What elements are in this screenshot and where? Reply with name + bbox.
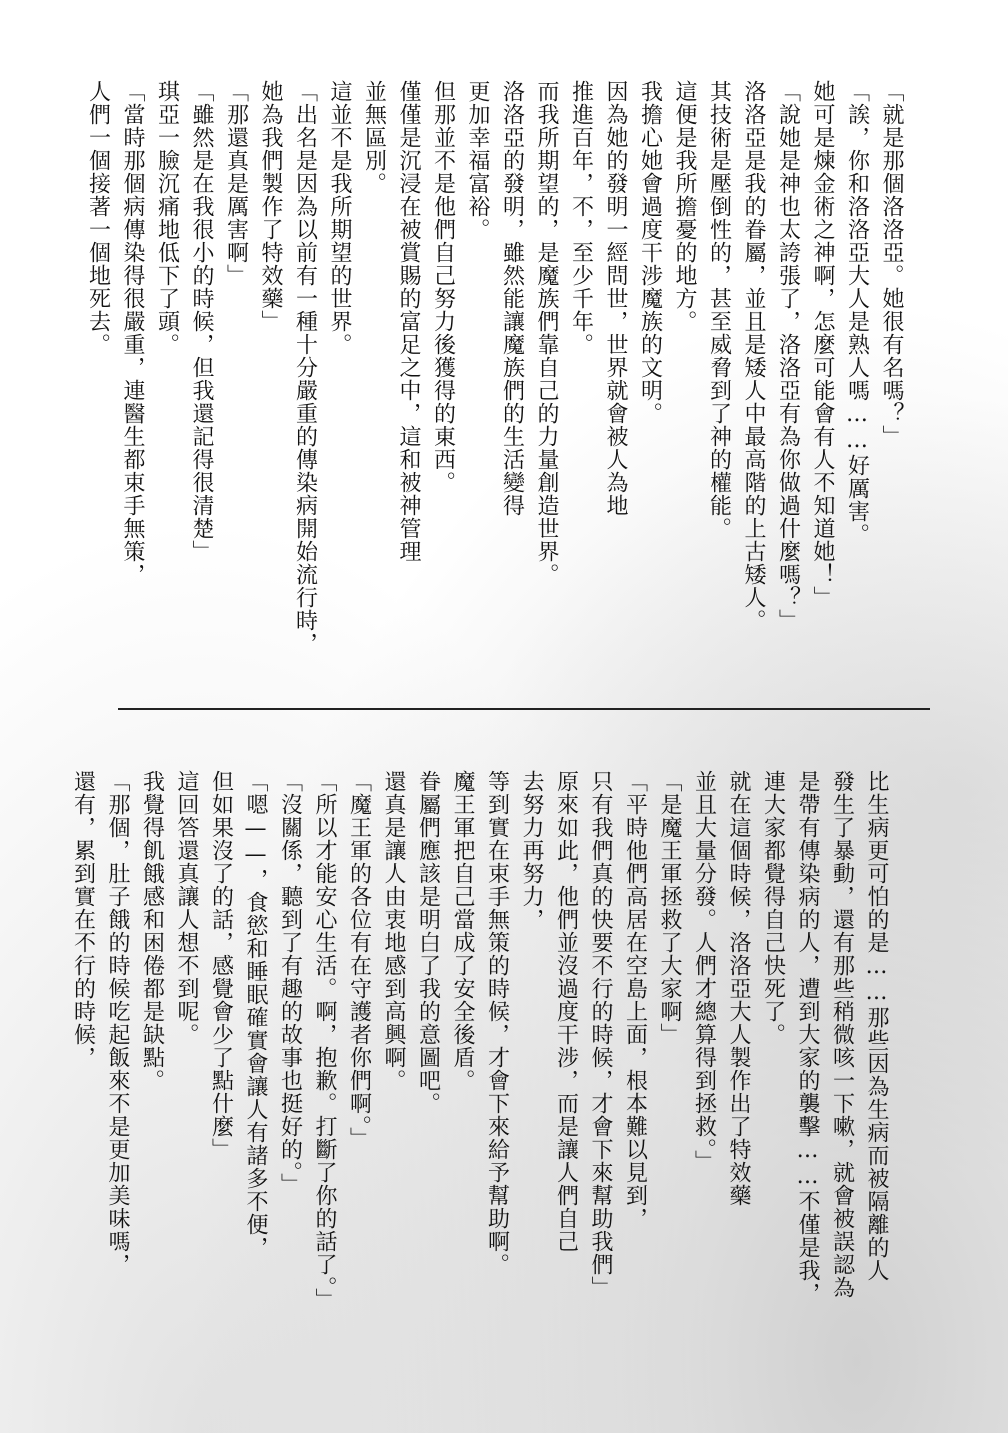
text-line: 「沒關係，聽到了有趣的故事也挺好的。」 bbox=[277, 770, 303, 1196]
text-line: 洛洛亞的發明，雖然能讓魔族們的生活變得 bbox=[499, 80, 525, 517]
text-line: 「是魔王軍拯救了大家啊」 bbox=[657, 770, 682, 1046]
text-line: 去努力再努力， bbox=[519, 770, 544, 931]
text-line: 是帶有傳染病的人，遭到大家的襲擊……不僅是我， bbox=[795, 770, 820, 1305]
text-line: 更加幸福富裕。 bbox=[465, 80, 490, 241]
upper-text-block bbox=[85, 80, 908, 690]
text-line: 發生了暴動，還有那些稍微咳一下嗽，就會被誤認為 bbox=[829, 770, 855, 1299]
section-divider bbox=[118, 708, 930, 710]
text-line: 比生病更可怕的是……那些因為生病而被隔離的人 bbox=[864, 770, 889, 1282]
text-line: 我覺得飢餓感和困倦都是缺點。 bbox=[139, 770, 165, 1092]
text-line: 人們一個接著一個地死去。 bbox=[85, 80, 111, 356]
text-line: 並且大量分發。人們才總算得到拯救。」 bbox=[691, 770, 717, 1173]
text-line: 「出名是因為以前有一種十分嚴重的傳染病開始流行時， bbox=[292, 80, 318, 655]
text-line: 眷屬們應該是明白了我的意圖吧。 bbox=[415, 770, 441, 1115]
text-line: 「誒，你和洛洛亞大人是熟人嗎……好厲害。 bbox=[844, 80, 870, 546]
text-line: 並無區別。 bbox=[361, 80, 387, 195]
text-line: 就在這個時候，洛洛亞大人製作出了特效藥 bbox=[726, 770, 751, 1207]
text-line: 「當時那個病傳染得很嚴重，連醫生都束手無策， bbox=[120, 80, 145, 586]
text-line: 因為她的發明一經問世，世界就會被人為地 bbox=[603, 80, 628, 517]
text-line: 「魔王軍的各位有在守護者你們啊。」 bbox=[346, 770, 372, 1150]
text-line: 但如果沒了的話，感覺會少了點什麼」 bbox=[208, 770, 234, 1161]
text-line: 「平時他們高居在空島上面，根本難以見到， bbox=[622, 770, 648, 1230]
text-line: 「那個，肚子餓的時候吃起飯來不是更加美味嗎， bbox=[105, 770, 130, 1276]
text-line: 只有我們真的快要不行的時候，才會下來幫助我們」 bbox=[588, 770, 613, 1299]
text-line: 我擔心她會過度干涉魔族的文明。 bbox=[637, 80, 663, 425]
text-line: 「雖然是在我很小的時候，但我還記得很清楚」 bbox=[189, 80, 214, 563]
text-line: 這並不是我所期望的世界。 bbox=[327, 80, 352, 356]
text-line: 還真是讓人由衷地感到高興啊。 bbox=[381, 770, 406, 1092]
text-line: 「說她是神也太誇張了，洛洛亞有為你做過什麼嗎？」 bbox=[775, 80, 801, 632]
text-line: 洛洛亞是我的眷屬，並且是矮人中最高階的上古矮人。 bbox=[741, 80, 766, 632]
text-line: 連大家都覺得自己快死了。 bbox=[760, 770, 786, 1046]
text-line: 她為我們製作了特效藥」 bbox=[258, 80, 283, 333]
text-line: 推進百年，不，至少千年。 bbox=[568, 80, 594, 356]
text-line: 「所以才能安心生活。啊，抱歉。打斷了你的話了。」 bbox=[312, 770, 337, 1311]
text-line: 魔王軍把自己當成了安全後盾。 bbox=[450, 770, 475, 1092]
text-line: 「就是那個洛洛亞。她很有名嗎？」 bbox=[879, 80, 904, 448]
text-line: 琪亞一臉沉痛地低下了頭。 bbox=[154, 80, 180, 356]
text-line: 但那並不是他們自己努力後獲得的東西。 bbox=[430, 80, 456, 494]
lower-text-block bbox=[70, 770, 893, 1400]
text-line: 「嗯——，食慾和睡眠確實會讓人有諸多不便， bbox=[243, 770, 268, 1259]
text-line: 等到實在束手無策的時候，才會下來給予幫助啊。 bbox=[484, 770, 510, 1276]
text-line: 還有，累到實在不行的時候， bbox=[70, 770, 96, 1069]
text-line: 她可是煉金術之神啊，怎麼可能會有人不知道她！」 bbox=[810, 80, 835, 609]
text-line: 這回答還真讓人想不到呢。 bbox=[174, 770, 199, 1046]
text-line: 其技術是壓倒性的，甚至威脅到了神的權能。 bbox=[706, 80, 732, 540]
text-line: 這便是我所擔憂的地方。 bbox=[672, 80, 697, 333]
text-line: 「那還真是厲害啊」 bbox=[223, 80, 249, 287]
text-line: 而我所期望的，是魔族們靠自己的力量創造世界。 bbox=[534, 80, 559, 586]
text-line: 原來如此，他們並沒過度干涉，而是讓人們自己 bbox=[553, 770, 579, 1253]
text-line: 僅僅是沉浸在被賞賜的富足之中，這和被神管理 bbox=[396, 80, 421, 563]
